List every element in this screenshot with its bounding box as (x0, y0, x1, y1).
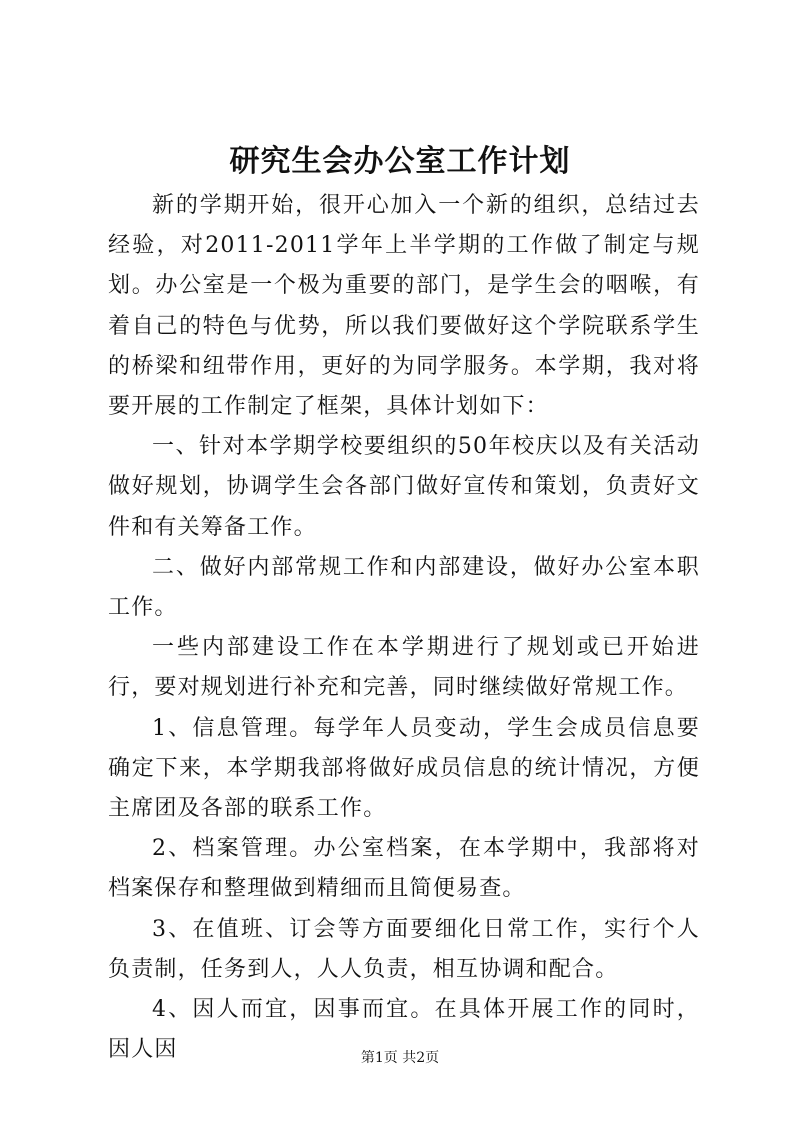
page-footer: 第1页 共2页 (360, 1050, 440, 1066)
paragraph-item-2: 二、做好内部常规工作和内部建设，做好办公室本职工作。 (108, 554, 700, 621)
paragraph-adapt: 4、因人而宜，因事而宜。在具体开展工作的同时，因人因 (108, 997, 700, 1063)
document-title: 研究生会办公室工作计划 (229, 144, 571, 179)
paragraph-duty-detail: 3、在值班、订会等方面要细化日常工作，实行个人负责制，任务到人，人人负责，相互协调和配合。 (108, 916, 700, 982)
paragraph-archive-management: 2、档案管理。办公室档案，在本学期中，我部将对档案保存和整理做到精细而且简便易查。 (108, 836, 700, 902)
document-body (108, 186, 700, 1070)
paragraph-item-1: 一、针对本学期学校要组织的50年校庆以及有关活动做好规划，协调学生会各部门做好宣传和策划，负责好文件和有关筹备工作。 (108, 434, 700, 540)
paragraph-intro: 新的学期开始，很开心加入一个新的组织，总结过去经验，对2011-2011学年上半学期的工作做了制定与规划。办公室是一个极为重要的部门，是学生会的咽喉，有着自己的特色与优势，所以我们要做好这个学院联系学生的桥梁和纽带作用，更好的为同学服务。本学期，我对将要开展的工作制定了框架，具体计划如下： (108, 193, 700, 420)
paragraph-info-management: 1、信息管理。每学年人员变动，学生会成员信息要确定下来，本学期我部将做好成员信息的统计情况，方便主席团及各部的联系工作。 (108, 715, 700, 822)
paragraph-internal-building: 一些内部建设工作在本学期进行了规划或已开始进行，要对规划进行补充和完善，同时继续做好常规工作。 (108, 635, 700, 701)
